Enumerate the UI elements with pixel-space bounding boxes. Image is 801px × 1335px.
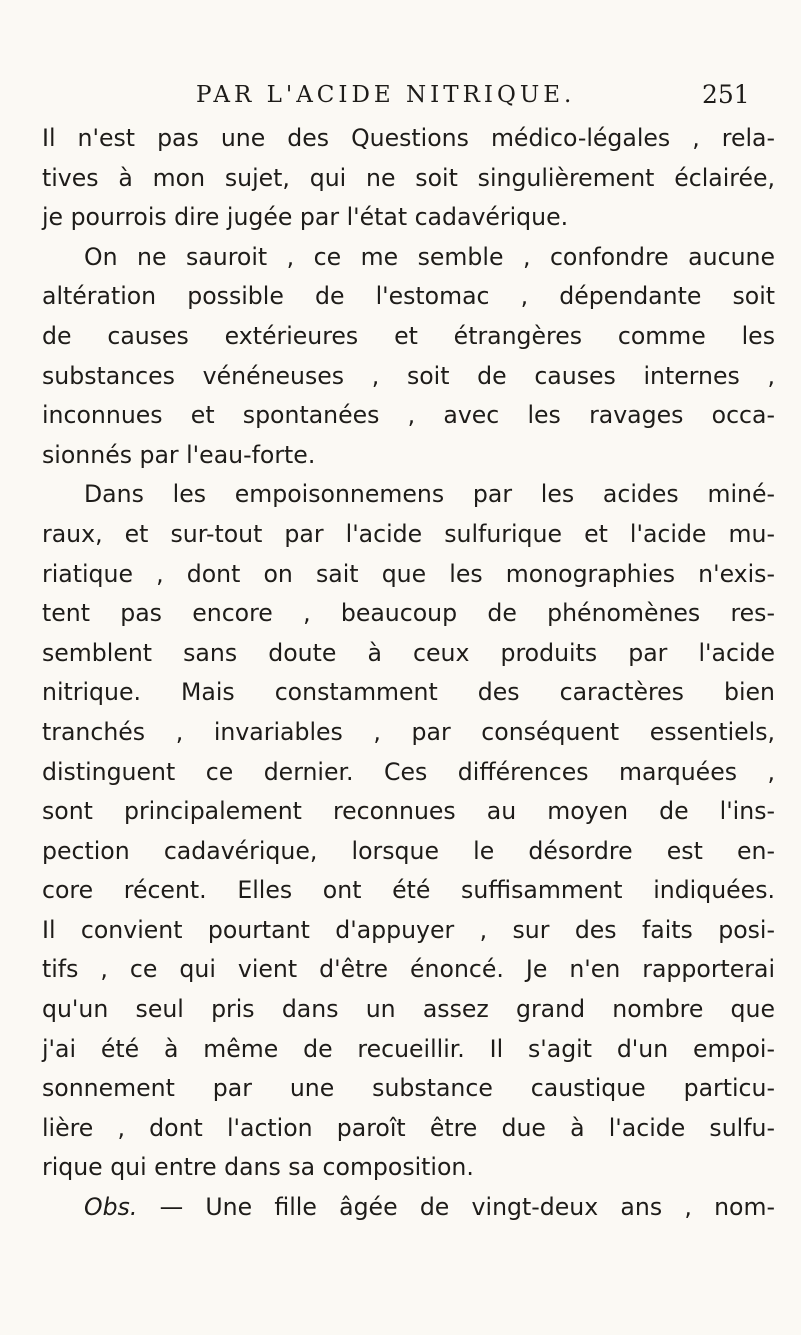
text-line: de causes extérieures et étrangères comme les (42, 321, 775, 350)
text-line: j'ai été à même de recueillir. Il s'agit d'un empoi- (42, 1034, 775, 1063)
text-line: altération possible de l'estomac , dépendante soit (42, 282, 775, 311)
text-line: lière , dont l'action paroît être due à l'acide sulfu- (42, 1113, 775, 1142)
text-line: substances vénéneuses , soit de causes internes , (42, 361, 775, 390)
page-header (0, 80, 801, 110)
text-line: Dans les empoisonnemens par les acides miné- (84, 480, 775, 509)
text-line: core récent. Elles ont été suffisamment indiquées. (42, 876, 775, 905)
obs-text: — Une fille âgée de vingt-deux ans , nom- (137, 1193, 775, 1222)
text-line: tifs , ce qui vient d'être énoncé. Je n'en rapporterai (42, 955, 775, 984)
page-number: 251 (702, 80, 750, 109)
text-line: Il n'est pas une des Questions médico-légales , rela- (42, 124, 775, 152)
text-line: sont principalement reconnues au moyen de l'ins- (42, 797, 775, 826)
text-line: raux, et sur-tout par l'acide sulfurique et l'acide mu- (42, 519, 775, 548)
text-line: On ne sauroit , ce me semble , confondre aucune (84, 242, 775, 271)
text-line: distinguent ce dernier. Ces différences marquées , (42, 757, 775, 786)
text-line: je pourrois dire jugée par l'état cadavérique. (42, 203, 569, 232)
text-line: tent pas encore , beaucoup de phénomènes res- (42, 599, 775, 628)
text-line: sonnement par une substance caustique particu- (42, 1074, 775, 1103)
text-line: qu'un seul pris dans un assez grand nombre que (42, 995, 775, 1024)
text-line: riatique , dont on sait que les monographies n'exis- (42, 559, 775, 588)
text-line: inconnues et spontanées , avec les ravages occa- (42, 401, 775, 430)
text-line: semblent sans doute à ceux produits par l'acide (42, 638, 775, 667)
text-line: rique qui entre dans sa composition. (42, 1153, 474, 1182)
obs-line (42, 1188, 775, 1228)
text-line: nitrique. Mais constamment des caractères bien (42, 678, 775, 707)
obs-label: Obs. (84, 1193, 138, 1222)
text-line: tives à mon sujet, qui ne soit singulièrement éclairée, (42, 163, 775, 192)
body-text (42, 119, 775, 1228)
text-line: Il convient pourtant d'appuyer , sur des faits posi- (42, 915, 775, 944)
text-line: sionnés par l'eau-forte. (42, 440, 316, 469)
text-line: pection cadavérique, lorsque le désordre est en- (42, 836, 775, 865)
running-title: PAR L'ACIDE NITRIQUE. (196, 82, 576, 108)
text-line: tranchés , invariables , par conséquent essentiels, (42, 717, 775, 746)
